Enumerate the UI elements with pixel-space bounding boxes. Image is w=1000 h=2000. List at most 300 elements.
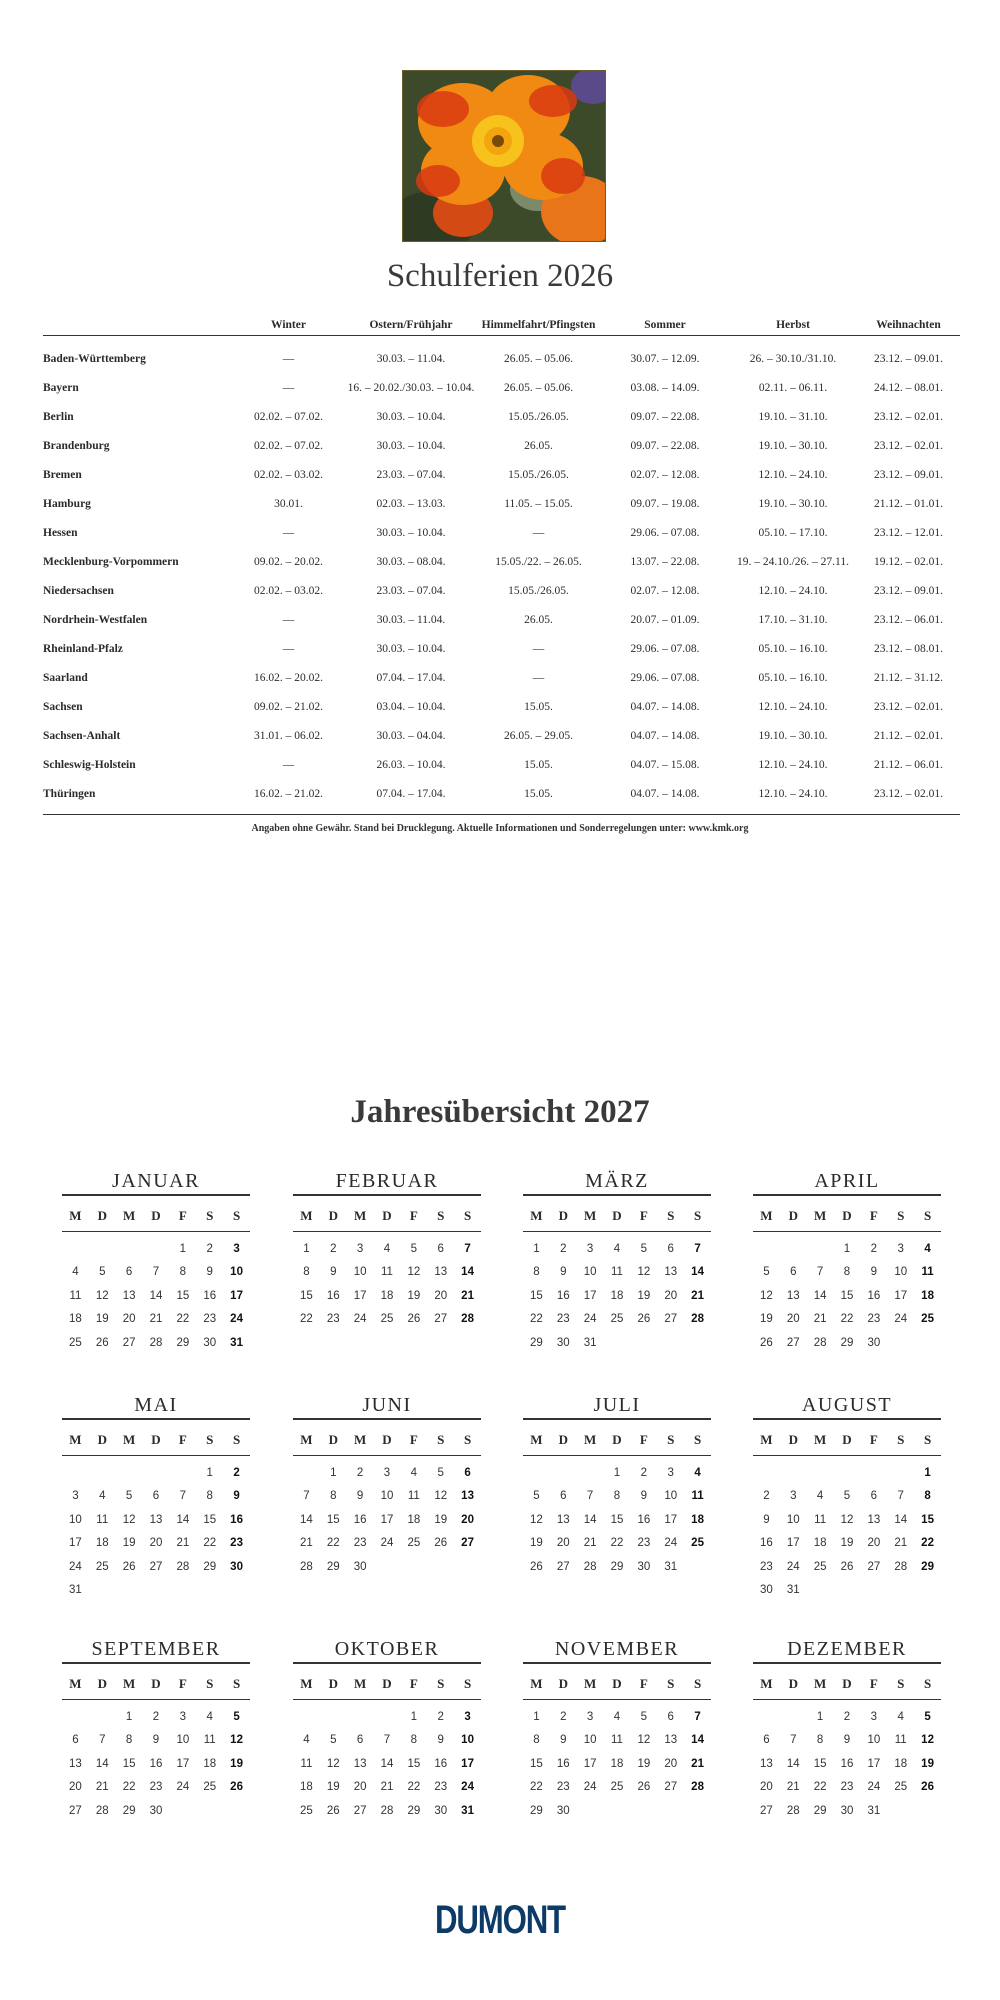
date: 9 <box>560 1266 567 1279</box>
weekday-label: M <box>813 1208 827 1223</box>
date: 17 <box>867 1757 881 1770</box>
weekday-label: D <box>151 1432 161 1447</box>
weekday-label: D <box>382 1676 392 1691</box>
month-11 <box>523 1636 711 1823</box>
date: 16 <box>637 1513 651 1526</box>
date: 25 <box>610 1313 624 1326</box>
holiday-period: 30.07. – 12.09. <box>630 352 700 365</box>
holiday-period: 19. – 24.10./26. – 27.11. <box>736 555 850 568</box>
holiday-period: 04.07. – 15.08. <box>630 758 700 771</box>
date: 28 <box>95 1804 109 1817</box>
holiday-period: 30.01. <box>274 497 303 510</box>
date: 30 <box>556 1336 570 1349</box>
holiday-period: 09.07. – 19.08. <box>630 497 700 510</box>
date: 25 <box>610 1781 624 1794</box>
month-grid <box>753 1205 941 1355</box>
date: 29 <box>610 1560 624 1573</box>
holiday-period: 19.10. – 30.10. <box>758 729 828 742</box>
date: 20 <box>786 1313 800 1326</box>
sunday-date: 22 <box>921 1537 934 1550</box>
weekday-label: D <box>842 1676 852 1691</box>
sunday-date: 17 <box>461 1757 474 1770</box>
empty-day <box>293 1706 320 1729</box>
holiday-period: 16.02. – 21.02. <box>231 779 346 815</box>
empty-day <box>169 1462 196 1485</box>
date: 7 <box>152 1266 160 1279</box>
sunday-date: 11 <box>691 1490 704 1503</box>
date: 3 <box>356 1243 364 1255</box>
date: 14 <box>176 1513 190 1526</box>
sunday-date: 18 <box>921 1289 934 1302</box>
date: 31 <box>583 1336 597 1349</box>
month-grid <box>523 1429 711 1579</box>
sunday-date: 25 <box>921 1313 934 1326</box>
date: 2 <box>356 1467 364 1479</box>
month-12 <box>753 1636 941 1823</box>
holiday-period: 23.12. – 09.01. <box>874 468 943 481</box>
date: 13 <box>69 1757 82 1770</box>
date: 13 <box>664 1266 678 1279</box>
weekday-label: M <box>760 1208 773 1223</box>
holiday-period: 03.04. – 10.04. <box>376 700 446 713</box>
table-row <box>43 373 960 402</box>
holiday-period: 30.03. – 04.04. <box>376 729 446 742</box>
weekday-label: S <box>693 1208 702 1223</box>
empty-day <box>293 1462 320 1485</box>
holiday-period: 12.10. – 24.10. <box>758 758 828 771</box>
date: 24 <box>69 1560 82 1573</box>
date: 10 <box>69 1513 82 1526</box>
weekday-label: F <box>869 1676 878 1691</box>
state-name: Sachsen-Anhalt <box>43 729 121 742</box>
empty-day <box>753 1238 780 1261</box>
date: 8 <box>410 1734 418 1747</box>
holidays-table-body <box>43 336 960 815</box>
table-row <box>43 431 960 460</box>
month-1 <box>62 1168 250 1355</box>
date: 15 <box>407 1757 421 1770</box>
date: 19 <box>95 1313 109 1326</box>
date: 26 <box>407 1313 421 1326</box>
date: 26 <box>326 1804 340 1817</box>
weekday-label: M <box>353 1208 367 1223</box>
date: 7 <box>790 1734 797 1747</box>
date: 17 <box>176 1757 190 1770</box>
date: 22 <box>122 1781 136 1794</box>
date: 12 <box>760 1289 773 1302</box>
date: 26 <box>760 1336 773 1349</box>
holiday-period: 23.12. – 08.01. <box>874 642 943 655</box>
date: 13 <box>434 1266 448 1279</box>
month-2 <box>293 1168 481 1332</box>
date: 3 <box>897 1243 904 1255</box>
date: 24 <box>867 1781 881 1794</box>
weekday-label: S <box>923 1432 932 1447</box>
date: 30 <box>760 1583 773 1596</box>
date: 30 <box>867 1336 881 1349</box>
date: 15 <box>813 1757 827 1770</box>
date: 9 <box>763 1513 770 1526</box>
holiday-period: 23.03. – 07.04. <box>376 584 446 597</box>
column-header-state <box>43 308 231 336</box>
weekday-label: M <box>583 1676 597 1691</box>
table-row <box>43 721 960 750</box>
date: 3 <box>667 1467 674 1479</box>
sunday-date: 1 <box>924 1467 931 1479</box>
weekday-label: S <box>206 1676 214 1691</box>
sunday-date: 18 <box>691 1513 704 1526</box>
date: 24 <box>786 1560 800 1573</box>
weekday-label: D <box>97 1676 107 1691</box>
date: 7 <box>897 1490 904 1503</box>
weekday-label: S <box>206 1432 214 1447</box>
empty-day <box>320 1706 347 1729</box>
holiday-period: 11.05. – 15.05. <box>504 497 573 510</box>
sunday-date: 8 <box>924 1490 931 1503</box>
date: 21 <box>95 1781 109 1794</box>
holiday-period: 30.03. – 11.04. <box>376 352 446 365</box>
date: 23 <box>637 1537 651 1550</box>
date: 11 <box>69 1289 82 1302</box>
date: 25 <box>380 1313 394 1326</box>
table-row <box>43 692 960 721</box>
holiday-period: 23.12. – 12.01. <box>874 526 943 539</box>
weekday-label: M <box>760 1432 773 1447</box>
holiday-period: 03.08. – 14.09. <box>630 381 700 394</box>
sunday-date: 28 <box>461 1313 474 1326</box>
date: 1 <box>816 1711 824 1723</box>
holiday-period: 26.05. <box>524 439 553 452</box>
holiday-period: 30.03. – 10.04. <box>376 439 446 452</box>
holiday-period: 30.03. – 10.04. <box>376 642 446 655</box>
weekday-label: M <box>300 1432 313 1447</box>
sunday-date: 5 <box>233 1711 240 1723</box>
empty-day <box>780 1706 807 1729</box>
date: 11 <box>407 1490 420 1503</box>
weekday-label: D <box>842 1432 852 1447</box>
date: 23 <box>556 1313 570 1326</box>
date: 2 <box>843 1711 851 1723</box>
date: 17 <box>380 1513 394 1526</box>
weekday-label: F <box>409 1676 418 1691</box>
holiday-period: 04.07. – 14.08. <box>601 779 729 815</box>
date: 21 <box>894 1537 908 1550</box>
sunday-date: 16 <box>230 1513 243 1526</box>
date: 4 <box>816 1490 824 1503</box>
holiday-period: 09.07. – 22.08. <box>630 410 700 423</box>
date: 16 <box>203 1289 217 1302</box>
date: 23 <box>840 1781 854 1794</box>
holiday-period: 23.12. – 09.01. <box>874 584 943 597</box>
date: 13 <box>122 1289 136 1302</box>
date: 29 <box>530 1336 543 1349</box>
date: 20 <box>434 1289 448 1302</box>
table-row <box>43 402 960 431</box>
date: 12 <box>530 1513 543 1526</box>
date: 30 <box>434 1804 448 1817</box>
holiday-period: 15.05./26.05. <box>508 468 569 481</box>
date: 11 <box>203 1734 216 1747</box>
month-9 <box>62 1636 250 1823</box>
date: 17 <box>894 1289 908 1302</box>
date: 24 <box>664 1537 678 1550</box>
holiday-period: 21.12. – 02.01. <box>874 729 943 742</box>
weekday-divider <box>753 1699 941 1700</box>
weekday-label: M <box>122 1676 136 1691</box>
month-7 <box>523 1392 711 1579</box>
date: 6 <box>667 1711 674 1723</box>
state-name: Rheinland-Pfalz <box>43 642 123 655</box>
table-row <box>43 750 960 779</box>
date: 2 <box>640 1467 648 1479</box>
date: 19 <box>407 1289 421 1302</box>
date: 12 <box>122 1513 136 1526</box>
date: 23 <box>353 1537 367 1550</box>
sunday-date: 21 <box>691 1289 704 1302</box>
date: 3 <box>870 1711 878 1723</box>
date: 28 <box>583 1560 597 1573</box>
holiday-period: 23.12. – 02.01. <box>874 439 943 452</box>
holiday-period: — <box>282 642 295 655</box>
empty-day <box>62 1238 89 1261</box>
holiday-period: — <box>282 352 295 365</box>
month-name: MAI <box>62 1392 250 1420</box>
date: 16 <box>556 1289 570 1302</box>
weekday-label: S <box>232 1676 241 1691</box>
date: 4 <box>613 1711 621 1723</box>
weekday-label: S <box>897 1432 905 1447</box>
sunday-date: 14 <box>691 1266 704 1279</box>
date: 16 <box>326 1289 340 1302</box>
date: 14 <box>380 1757 394 1770</box>
month-grid <box>62 1673 250 1823</box>
weekday-label: S <box>232 1432 241 1447</box>
holiday-period: 09.02. – 21.02. <box>254 700 323 713</box>
date: 22 <box>176 1313 190 1326</box>
date: 19 <box>637 1289 651 1302</box>
month-4 <box>753 1168 941 1355</box>
empty-day <box>143 1238 170 1261</box>
date: 23 <box>434 1781 448 1794</box>
column-header-easter: Ostern/Frühjahr <box>346 308 476 336</box>
weekday-label: F <box>178 1676 187 1691</box>
date: 10 <box>176 1734 190 1747</box>
weekday-label: M <box>813 1676 827 1691</box>
date: 22 <box>813 1781 827 1794</box>
date: 5 <box>99 1266 106 1279</box>
date: 12 <box>840 1513 854 1526</box>
date: 19 <box>530 1537 543 1550</box>
date: 16 <box>434 1757 448 1770</box>
date: 5 <box>640 1711 648 1723</box>
date: 31 <box>664 1560 678 1573</box>
date: 26 <box>434 1537 448 1550</box>
weekday-label: D <box>558 1432 568 1447</box>
weekday-label: F <box>178 1432 187 1447</box>
column-header-autumn: Herbst <box>729 308 857 336</box>
table-row <box>43 518 960 547</box>
holiday-period: 26.03. – 10.04. <box>376 758 446 771</box>
table-row <box>43 547 960 576</box>
date: 12 <box>637 1266 651 1279</box>
date: 23 <box>867 1313 881 1326</box>
date: 30 <box>149 1804 163 1817</box>
date: 4 <box>613 1243 621 1255</box>
weekday-divider <box>753 1455 941 1456</box>
date: 21 <box>176 1537 190 1550</box>
date: 29 <box>203 1560 217 1573</box>
date: 13 <box>664 1734 678 1747</box>
holiday-period: 02.02. – 07.02. <box>254 439 323 452</box>
holiday-period: 30.03. – 10.04. <box>376 526 446 539</box>
sunday-date: 26 <box>230 1781 243 1794</box>
date: 2 <box>330 1243 337 1255</box>
date: 9 <box>640 1490 648 1503</box>
date: 4 <box>410 1467 418 1479</box>
holiday-period: — <box>282 613 295 626</box>
sunday-date: 3 <box>233 1243 240 1255</box>
date: 18 <box>813 1537 827 1550</box>
holiday-period: 19.10. – 31.10. <box>758 410 828 423</box>
holiday-period: 05.10. – 16.10. <box>758 642 828 655</box>
empty-day <box>116 1238 143 1261</box>
date: 25 <box>894 1781 908 1794</box>
date: 30 <box>637 1560 651 1573</box>
date: 28 <box>786 1804 800 1817</box>
holiday-period: 23.12. – 02.01. <box>857 779 960 815</box>
weekday-label: M <box>69 1676 82 1691</box>
date: 1 <box>613 1467 621 1479</box>
empty-day <box>523 1462 550 1485</box>
weekday-label: M <box>760 1676 773 1691</box>
holiday-period: — <box>532 526 545 539</box>
state-name: Sachsen <box>43 700 83 713</box>
date: 15 <box>530 1757 543 1770</box>
weekday-label: S <box>463 1676 472 1691</box>
date: 29 <box>407 1804 421 1817</box>
empty-day <box>62 1706 89 1729</box>
date: 3 <box>586 1243 594 1255</box>
date: 29 <box>176 1336 190 1349</box>
weekday-label: D <box>612 1676 622 1691</box>
table-header-row <box>43 308 960 336</box>
date: 25 <box>203 1781 217 1794</box>
date: 12 <box>637 1734 651 1747</box>
holiday-period: 15.05./26.05. <box>508 584 569 597</box>
month-name: JANUAR <box>62 1168 250 1196</box>
sunday-date: 21 <box>461 1289 474 1302</box>
date: 15 <box>326 1513 340 1526</box>
date: 21 <box>583 1537 597 1550</box>
date: 20 <box>556 1537 570 1550</box>
table-row <box>43 634 960 663</box>
disclaimer-note: Angaben ohne Gewähr. Stand bei Drucklegung. Aktuelle Informationen und Sonderregelungen unter: www.kmk.org <box>251 823 749 834</box>
date: 1 <box>303 1243 310 1255</box>
weekday-label: D <box>558 1676 568 1691</box>
date: 2 <box>152 1711 160 1723</box>
date: 6 <box>72 1734 79 1747</box>
date: 12 <box>434 1490 448 1503</box>
empty-day <box>116 1462 143 1485</box>
weekday-label: D <box>151 1208 161 1223</box>
weekday-label: M <box>530 1676 543 1691</box>
month-name: MÄRZ <box>523 1168 711 1196</box>
holiday-period: 23.12. – 09.01. <box>874 352 943 365</box>
weekday-label: M <box>122 1208 136 1223</box>
weekday-label: D <box>328 1208 338 1223</box>
weekday-divider <box>293 1455 481 1456</box>
holiday-period: 26.05. – 29.05. <box>504 729 573 742</box>
date: 20 <box>353 1781 367 1794</box>
date: 30 <box>556 1804 570 1817</box>
month-grid <box>523 1673 711 1823</box>
date: 13 <box>149 1513 163 1526</box>
date: 10 <box>583 1734 597 1747</box>
holiday-period: 30.03. – 08.04. <box>376 555 446 568</box>
month-name: FEBRUAR <box>293 1168 481 1196</box>
date: 12 <box>95 1289 109 1302</box>
holiday-period: 16. – 20.02./30.03. – 10.04. <box>347 381 475 394</box>
sunday-date: 24 <box>230 1313 243 1326</box>
weekday-label: S <box>437 1676 445 1691</box>
state-name: Saarland <box>43 671 88 684</box>
sunday-date: 13 <box>461 1490 474 1503</box>
weekday-label: S <box>693 1432 702 1447</box>
weekday-label: M <box>300 1208 313 1223</box>
date: 19 <box>840 1537 854 1550</box>
date: 9 <box>330 1266 337 1279</box>
date: 12 <box>407 1266 421 1279</box>
date: 15 <box>176 1289 190 1302</box>
weekday-label: M <box>353 1432 367 1447</box>
date: 29 <box>530 1804 543 1817</box>
weekday-divider <box>62 1231 250 1232</box>
year-overview-title: Jahresübersicht 2027 <box>350 1094 650 1130</box>
sunday-date: 31 <box>230 1336 243 1349</box>
primrose-flower-image <box>403 71 605 241</box>
weekday-label: S <box>667 1432 675 1447</box>
date: 26 <box>530 1560 543 1573</box>
date: 28 <box>813 1336 827 1349</box>
date: 1 <box>125 1711 133 1723</box>
holiday-period: 02.02. – 07.02. <box>254 410 323 423</box>
date: 27 <box>760 1804 773 1817</box>
date: 18 <box>95 1537 109 1550</box>
date: 17 <box>583 1757 597 1770</box>
date: 21 <box>813 1313 827 1326</box>
date: 26 <box>637 1781 651 1794</box>
state-name: Nordrhein-Westfalen <box>43 613 148 626</box>
empty-day <box>550 1462 577 1485</box>
date: 9 <box>152 1734 160 1747</box>
date: 19 <box>760 1313 773 1326</box>
weekday-label: M <box>530 1208 543 1223</box>
date: 25 <box>813 1560 827 1573</box>
date: 20 <box>664 1757 678 1770</box>
date: 19 <box>434 1513 448 1526</box>
weekday-divider <box>293 1699 481 1700</box>
table-row <box>43 460 960 489</box>
date: 9 <box>206 1266 213 1279</box>
holiday-period: 19.12. – 02.01. <box>874 555 943 568</box>
sunday-date: 27 <box>461 1537 474 1550</box>
sunday-date: 7 <box>464 1243 471 1255</box>
sunday-date: 26 <box>921 1781 934 1794</box>
weekday-label: D <box>788 1208 798 1223</box>
date: 10 <box>380 1490 394 1503</box>
date: 22 <box>203 1537 217 1550</box>
date: 11 <box>381 1266 393 1279</box>
